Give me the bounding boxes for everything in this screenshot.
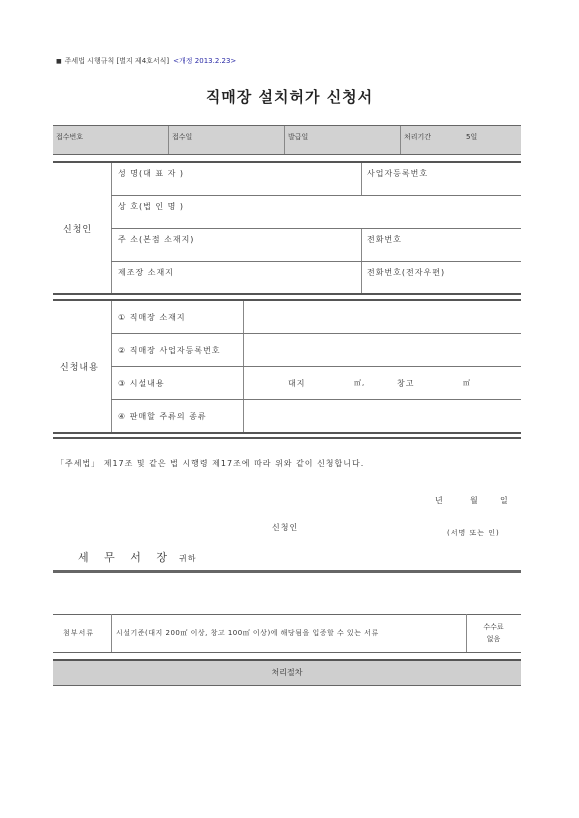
- recipient-honorific: 귀하: [179, 554, 197, 563]
- warehouse-area-unit: ㎡: [463, 379, 471, 387]
- receipt-bar: [53, 125, 521, 155]
- store-bizno-label: ② 직매장 사업자등록번호: [118, 346, 221, 355]
- recipient-office: [78, 549, 196, 565]
- receipt-number-label: 접수번호: [56, 133, 84, 141]
- liquor-type-label: ④ 판매할 주류의 종류: [118, 412, 207, 421]
- trade-name-label: 상 호(법 인 명 ): [118, 202, 185, 211]
- bullet-icon: ■: [56, 58, 62, 65]
- fee-value: 없음: [486, 635, 501, 643]
- applicant-section-label: 신청인: [63, 225, 93, 235]
- store-location-label: ① 직매장 소재지: [118, 313, 186, 322]
- tax-office-label: 세 무 서 장: [78, 551, 173, 564]
- processing-procedure-bar: 처리절차: [53, 659, 521, 686]
- form-header: [56, 56, 236, 66]
- factory-location-label: 제조장 소재지: [118, 268, 174, 277]
- processing-period-label: 처리기간: [404, 133, 432, 141]
- phone-email-label: 전화번호(전자우편): [367, 268, 446, 277]
- fee-label: 수수료: [483, 623, 504, 631]
- revision-note: <개정 2013.2.23>: [173, 57, 237, 65]
- address-label: 주 소(본점 소재지): [118, 235, 195, 244]
- month-label: 월: [470, 496, 478, 505]
- land-area-unit: ㎡,: [354, 379, 366, 387]
- page-title: 직매장 설치허가 신청서: [205, 88, 374, 106]
- receipt-date-label: 접수일: [172, 133, 193, 141]
- application-statement: 「주세법」 제17조 및 같은 법 시행령 제17조에 따라 위와 같이 신청합니다.: [56, 459, 365, 468]
- issue-date-label: 발급일: [288, 133, 309, 141]
- warehouse-area-label: 창고: [397, 379, 415, 388]
- day-label: 일: [500, 496, 508, 505]
- land-area-label: 대지: [288, 379, 306, 388]
- attachment-description: 시설기준(대지 200㎡ 이상, 창고 100㎡ 이상)에 해당됨을 입증할 수 있는 서류: [116, 629, 379, 637]
- attachment-label: 첨부서류: [63, 629, 95, 637]
- year-label: 년: [435, 496, 443, 505]
- phone-label: 전화번호: [367, 235, 402, 244]
- content-section-label: 신청내용: [60, 363, 99, 373]
- representative-name-label: 성 명(대 표 자 ): [118, 169, 185, 178]
- facility-label: ③ 시설내용: [118, 379, 165, 388]
- signature-applicant-label: 신청인: [272, 523, 299, 532]
- business-registration-label: 사업자등록번호: [367, 169, 429, 178]
- processing-period-value: 5일: [466, 133, 478, 141]
- sign-or-seal-label: (서명 또는 인): [447, 529, 500, 537]
- law-reference: 주세법 시행규칙 [별지 제4호서식]: [64, 57, 170, 65]
